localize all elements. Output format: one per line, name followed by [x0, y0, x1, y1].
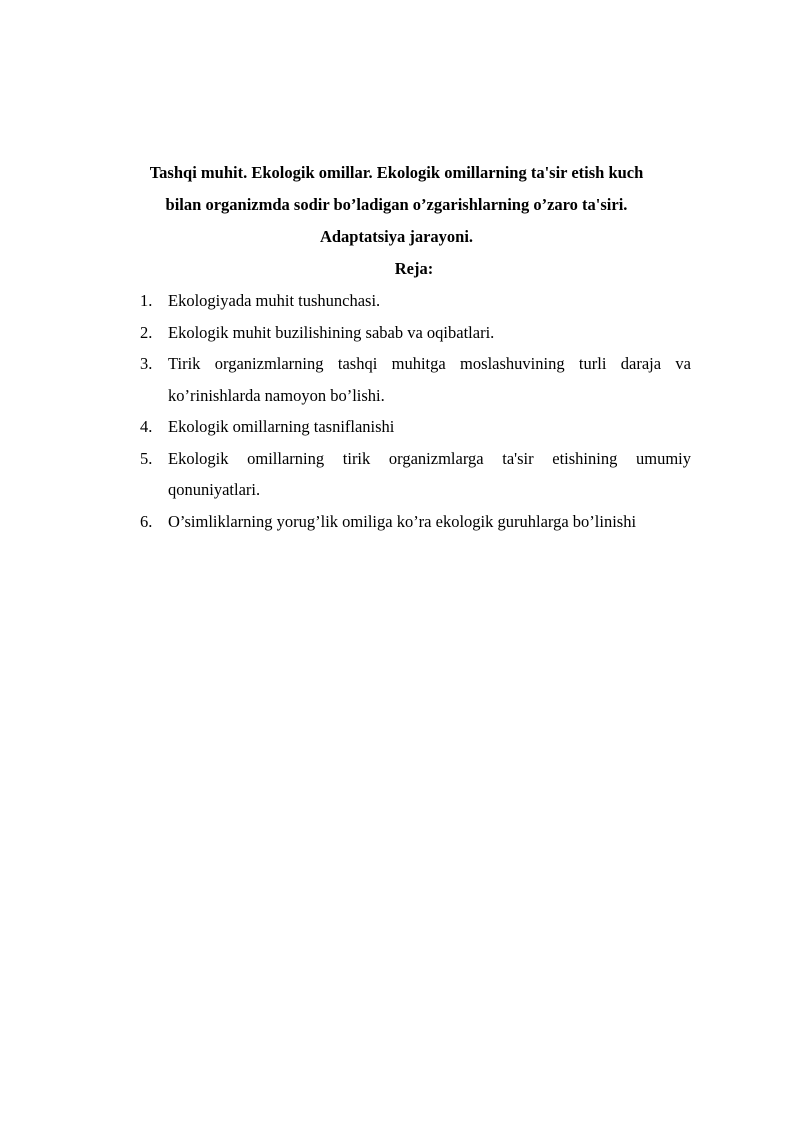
list-item-number: 6. [140, 511, 153, 531]
list-item-text: Ekologik muhit buzilishining sabab va oqibatlari. [168, 322, 495, 342]
title-line: Adaptatsiya jarayoni. [319, 227, 474, 246]
list-item-text: Ekologik omillarning tirik organizmlarga ta'sir etishining umumiy qonuniyatlari. [168, 448, 691, 499]
list-item-number: 3. [140, 354, 153, 373]
list-item-text: Tirik organizmlarning tashqi muhitga moslashuvining turli daraja va ko’rinishlarda namoyon bo’lishi. [168, 354, 691, 405]
title-line: bilan organizmda sodir bo’ladigan o’zgarishlarning o’zaro ta'siri. [165, 195, 628, 214]
list-item [140, 443, 691, 506]
list-item-text: O’simliklarning yorug’lik omiliga ko’ra ekologik guruhlarga bo’linishi [168, 511, 637, 531]
plan-list [140, 285, 691, 537]
plan-heading: Reja: [394, 259, 434, 278]
list-item-text: Ekologik omillarning tasniflanishi [168, 417, 395, 436]
list-item-text: Ekologiyada muhit tushunchasi. [168, 291, 381, 310]
list-item-number: 5. [140, 448, 153, 468]
list-item [140, 348, 691, 411]
list-item [140, 285, 691, 317]
list-item-number: 4. [140, 417, 153, 436]
list-item [140, 506, 691, 538]
list-item [140, 411, 691, 443]
list-item-number: 2. [140, 322, 153, 342]
list-item-number: 1. [140, 291, 153, 310]
list-item [140, 317, 691, 349]
title-line: Tashqi muhit. Ekologik omillar. Ekologik omillarning ta'sir etish kuch [149, 163, 644, 182]
document-title [100, 157, 693, 253]
